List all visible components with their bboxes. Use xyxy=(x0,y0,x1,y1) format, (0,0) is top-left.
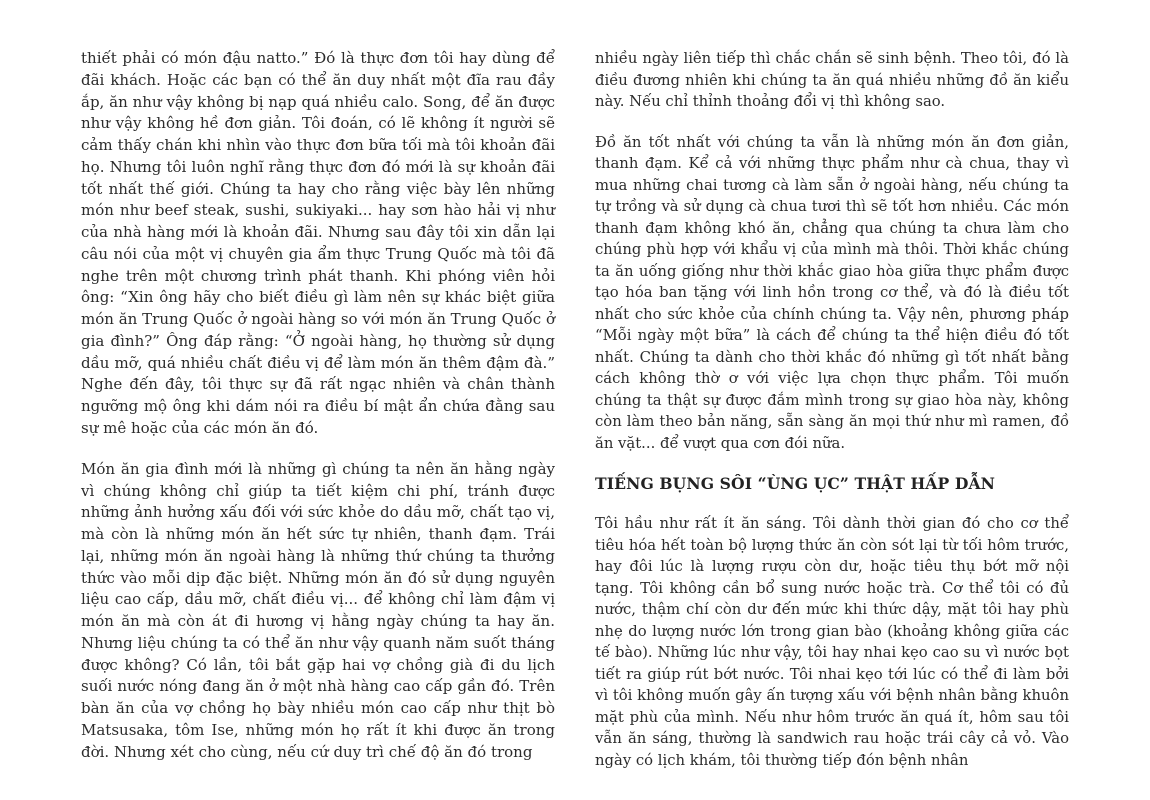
paragraph: Tôi hầu như rất ít ăn sáng. Tôi dành thời gian đó cho cơ thể tiêu hóa hết toàn bộ lượng thức ăn còn sót lại từ tối hôm trước, hay đôi lúc là lượng rượu còn dư, hoặc tiêu thụ bớt mỡ nội tạng. Tôi không cần bổ sung nước hoặc trà. Cơ thể tôi có đủ nước, thậm chí còn dư đến mức khi thức dậy, mặt tôi hay phù nhẹ do lượng nước lớn trong gian bào (khoảng không giữa các tế bào). Những lúc như vậy, tôi hay nhai kẹo cao su vì nước bọt tiết ra giúp rút bớt nước. Tôi nhai kẹo tới lúc có thể đi làm bởi vì tôi không muốn gây ấn tượng xấu với bệnh nhân bằng khuôn mặt phù của mình. Nếu như hôm trước ăn quá ít, hôm sau tôi vẫn ăn sáng, thường là sandwich rau hoặc trái cây cả vỏ. Vào ngày có lịch khám, tôi thường tiếp đón bệnh nhân xyxy=(595,515,1069,769)
section-heading: TIẾNG BỤNG SÔI “ÙNG ỤC” THẬT HẤP DẪN xyxy=(595,474,996,494)
paragraph: nhiều ngày liên tiếp thì chắc chắn sẽ sinh bệnh. Theo tôi, đó là điều đương nhiên khi chúng ta ăn quá nhiều những đồ ăn kiểu này. Nếu chỉ thỉnh thoảng đổi vị thì không sao. xyxy=(595,50,1069,111)
paragraph: Món ăn gia đình mới là những gì chúng ta nên ăn hằng ngày vì chúng không chỉ giúp ta tiết kiệm chi phí, tránh được những ảnh hưởng xấu đối với sức khỏe do dầu mỡ, chất tạo vị, mà còn là những món ăn hết sức tự nhiên, thanh đạm. Trái lại, những món ăn ngoài hàng là những thứ chúng ta thưởng thức vào mỗi dịp đặc biệt. Những món ăn đó sử dụng nguyên liệu cao cấp, dầu mỡ, chất điều vị... để không chỉ làm đậm vị món ăn mà còn át đi hương vị hằng ngày chúng ta hay ăn. Nhưng liệu chúng ta có thể ăn như vậy quanh năm suốt tháng được không? Có lần, tôi bắt gặp hai vợ chồng già đi du lịch suối nước nóng đang ăn ở một nhà hàng cao cấp gần đó. Trên bàn ăn của vợ chồng họ bày nhiều món cao cấp như thịt bò Matsusaka, tôm Ise, những món họ rất ít khi được ăn trong đời. Nhưng xét cho cùng, nếu cứ duy trì chế độ ăn đó trong xyxy=(81,459,555,761)
paragraph: Đồ ăn tốt nhất với chúng ta vẫn là những món ăn đơn giản, thanh đạm. Kể cả với những thực phẩm như cà chua, thay vì mua những chai tương cà làm sẵn ở ngoài hàng, nếu chúng ta tự trồng và sử dụng cà chua tươi thì sẽ tốt hơn nhiều. Các món thanh đạm không khó ăn, chẳng qua chúng ta chưa làm cho chúng phù hợp với khẩu vị của mình mà thôi. Thời khắc chúng ta ăn uống giống như thời khắc giao hòa giữa thực phẩm được tạo hóa ban tặng với linh hồn trong cơ thể, và đó là điều tốt nhất cho sức khỏe của chính chúng ta. Vậy nên, phương pháp “Mỗi ngày một bữa” là cách để chúng ta thể hiện điều đó tốt nhất. Chúng ta dành cho thời khắc đó những gì tốt nhất bằng cách không thờ ơ với việc lựa chọn thực phẩm. Tôi muốn chúng ta thật sự được đắm mình trong sự giao hòa này, không còn làm theo bản năng, sẵn sàng ăn mọi thứ như mì ramen, đồ ăn vặt... để vượt qua cơn đói nữa. xyxy=(595,133,1069,452)
right-column xyxy=(595,48,1069,790)
paragraph: thiết phải có món đậu natto.” Đó là thực đơn tôi hay dùng để đãi khách. Hoặc các bạn có thể ăn duy nhất một đĩa rau đầy ắp, ăn như vậy không bị nạp quá nhiều calo. Song, để ăn được như vậy không hề đơn giản. Tôi đoán, có lẽ không ít người sẽ cảm thấy chán khi nhìn vào thực đơn bữa tối mà tôi khoản đãi họ. Nhưng tôi luôn nghĩ rằng thực đơn đó mới là sự khoản đãi tốt nhất thế giới. Chúng ta hay cho rằng việc bày lên những món như beef steak, sushi, sukiyaki... hay sơn hào hải vị như của nhà hàng mới là khoản đãi. Nhưng sau đây tôi xin dẫn lại câu nói của một vị chuyên gia ẩm thực Trung Quốc mà tôi đã nghe trên một chương trình phát thanh. Khi phóng viên hỏi ông: “Xin ông hãy cho biết điều gì làm nên sự khác biệt giữa món ăn Trung Quốc ở ngoài hàng so với món ăn Trung Quốc ở gia đình?” Ông đáp rằng: “Ở ngoài hàng, họ thường sử dụng dầu mỡ, quá nhiều chất điều vị để làm món ăn thêm đậm đà.” Nghe đến đây, tôi thực sự đã rất ngạc nhiên và chân thành ngưỡng mộ ông khi dám nói ra điều bí mật ẩn chứa đằng sau sự mê hoặc của các món ăn đó. xyxy=(81,49,555,438)
left-column xyxy=(81,48,555,783)
